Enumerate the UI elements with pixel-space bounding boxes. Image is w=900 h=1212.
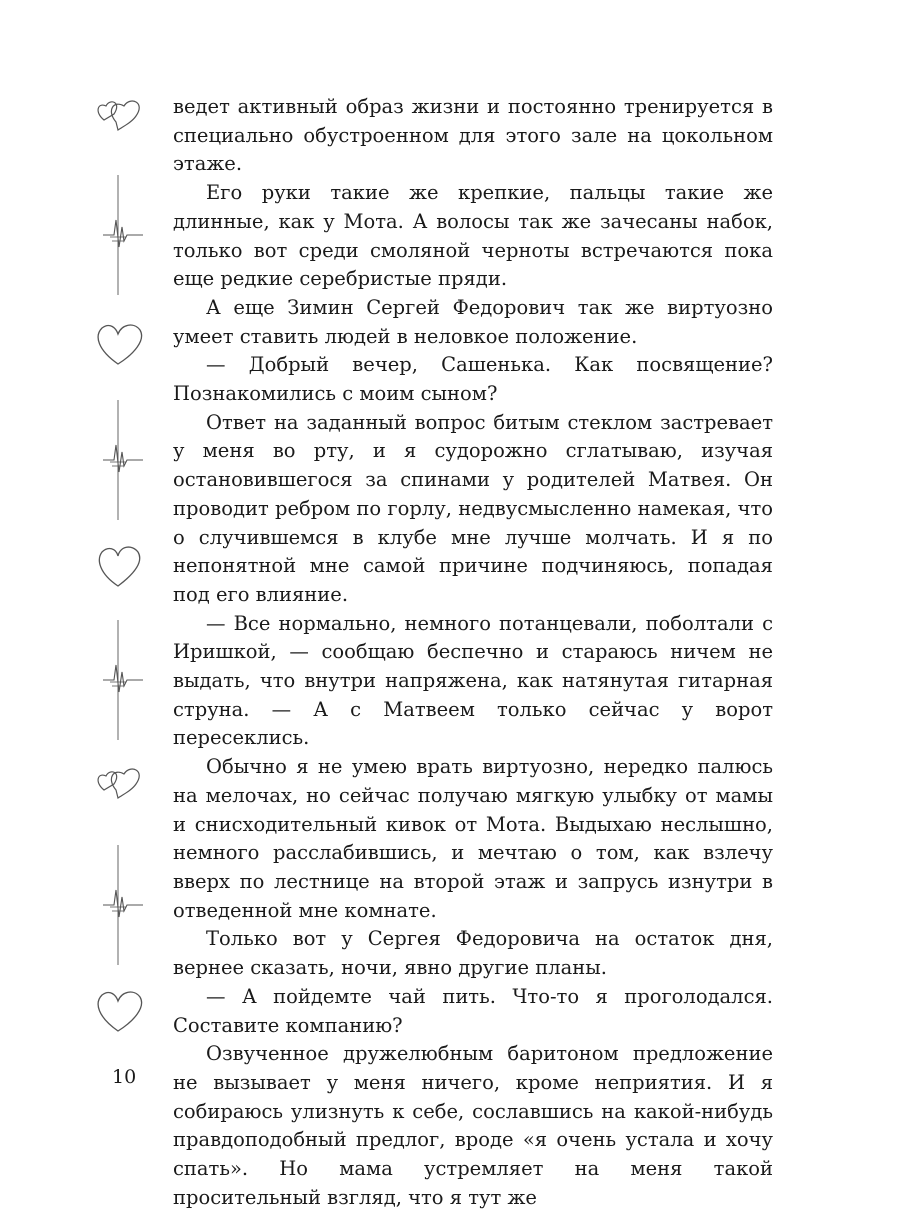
paragraph: А еще Зимин Сергей Федорович так же виртуозно умеет ставить людей в неловкое положение.: [173, 295, 773, 348]
hearts-icon: [88, 760, 148, 805]
paragraph: ведет активный образ жизни и постоянно тренируется в специально обустроенном для этого зале на цокольном этаже.: [173, 95, 773, 176]
heart-outline-icon: [88, 540, 148, 590]
heartbeat-line-icon: [88, 845, 148, 965]
hearts-icon: [88, 92, 148, 137]
heartbeat-line-icon: [88, 400, 148, 520]
paragraph: Озвученное дружелюбным баритоном предложение не вызывает у меня ничего, кроме неприятия. И я собираюсь улизнуть к себе, сославшись на какой-нибудь правдоподобный предлог, вроде «я очень устала и хочу спать». Но мама устремляет на меня такой просительный взгляд, что я тут же: [173, 1042, 773, 1209]
heartbeat-line-icon: [88, 620, 148, 740]
page-text: [173, 93, 773, 1212]
paragraph: Только вот у Сергея Федоровича на остаток дня, вернее сказать, ночи, явно другие планы.: [173, 927, 773, 980]
heart-outline-icon: [88, 985, 148, 1035]
heartbeat-line-icon: [88, 175, 148, 295]
paragraph: — Добрый вечер, Сашенька. Как посвящение? Познакомились с моим сыном?: [173, 353, 773, 406]
paragraph: — А пойдемте чай пить. Что-то я проголодался. Составите компанию?: [173, 984, 773, 1037]
paragraph: Его руки такие же крепкие, пальцы такие же длинные, как у Мота. А волосы так же зачесаны набок, только вот среди смоляной черноты встречаются пока еще редкие серебристые пряди.: [173, 181, 773, 291]
page-number: 10: [112, 1066, 137, 1088]
paragraph: Ответ на заданный вопрос битым стеклом застревает у меня во рту, и я судорожно сглатываю, изучая остановившегося за спинами у родителей Матвея. Он проводит ребром по горлу, недвусмысленно намекая, что о случившемся в клубе мне лучше молчать. И я по непонятной мне самой причине подчиняюсь, попадая под его влияние.: [173, 410, 773, 606]
paragraph: — Все нормально, немного потанцевали, поболтали с Иришкой, — сообщаю беспечно и стараюсь ничем не выдать, что внутри напряжена, как натянутая гитарная струна. — А с Матвеем только сейчас у ворот пересеклись.: [173, 611, 773, 750]
paragraph: Обычно я не умею врать виртуозно, нередко палюсь на мелочах, но сейчас получаю мягкую улыбку от мамы и снисходительный кивок от Мота. Выдыхаю неслышно, немного расслабившись, и мечтаю о том, как взлечу вверх по лестнице на второй этаж и запрусь изнутри в отведенной мне комнате.: [173, 755, 773, 922]
heart-outline-icon: [88, 318, 148, 368]
